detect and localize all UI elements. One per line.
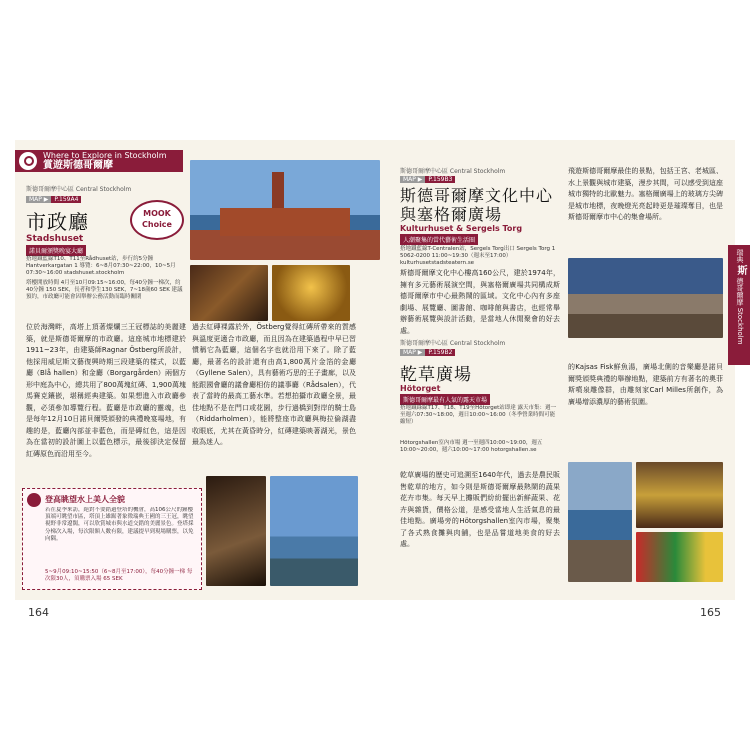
section-header-en: Where to Explore in Stockholm: [43, 151, 167, 160]
entry3-subtitle: 斯德哥爾摩最有人氣的露天市場: [400, 394, 490, 405]
entry1-map: [26, 196, 81, 205]
tower-view-photo: [270, 476, 358, 586]
side-tab-char: 斯: [735, 265, 746, 276]
box-text: 若在夏季來訪，絕對不要錯過登塔的機會，高106公尺的鐘樓頂端可眺望市區，塔頂上雄踞著象徵瑞典王國的三王冠，眺望視野非常遼闊，可以欣賞城市與水道交錯的美麗景色。登塔採分梯次入場，每次限額人數有限，建議提早到現場購票，以免向隅。: [45, 507, 194, 542]
map-page: P.159B3: [425, 176, 455, 183]
entry3-info: 搭地鐵綠線T17、T18、T19至Hötorget站即達 露天市集：週一至週六07:30~18:00，週日10:00~16:00（冬季營業時間可能縮短）: [400, 405, 557, 426]
entry2-map: [400, 176, 455, 185]
mook-choice-badge: MOOK Choice: [130, 200, 184, 240]
entry1-roman-title: Stadshuset: [26, 234, 84, 244]
entry2-body: 斯德哥爾摩文化中心樓高160公尺，建於1974年，擁有多元藝術展演空間，與塞格爾廣場共同構成斯德哥爾摩市中心最熱鬧的區域。文化中心內有多座劇場、展覽廳、圖書館、咖啡館與書店，也經常舉辦藝術展覽與設計活動，是當地人休閒聚會的好去處。: [400, 269, 560, 334]
entry3-body-continued: 的Kajsas Fisk鮮魚湯，廣場北側的音樂廳是諾貝爾獎頒獎典禮的舉辦地點，建築前方有著名的奧菲斯噴泉雕像群，由雕刻家Carl Milles所創作，為廣場增添濃厚的藝術氛圍。: [568, 363, 723, 406]
market-hall-photo: [636, 462, 723, 528]
entry2-kicker: 斯德哥爾摩中心區 Central Stockholm: [400, 168, 506, 175]
entry1-body-right: 過去紅磚裸露於外，Östberg覺得紅磚所帶來的質感與溫度更適合市政廳，而且因為在建築過程中早已習慣稱它為藍廳，這個名字也就沿用下來了。除了藍廳，最著名的設計還有由高1,800萬片金箔的金廳（Gyllene Salen），具有藝術巧思的王子畫廊，以及能跟國會廳的議會廳相仿的議事廳（Rådsalen），代表了當時的最高工藝水準。若想拍攝市政廳全景，最佳地點不是在門口或花園，步行過橋到對岸的騎士島（Riddarholmen），能將整座市政廳與梅拉倫湖盡收眼底，尤其在黃昏時分，紅磚建築映著湖光，景色最為迷人。: [192, 323, 356, 446]
map-page: P.159B2: [425, 349, 455, 356]
city-hall-photo: [190, 160, 380, 260]
entry2-info: 搭地鐵藍線T-Centralen站，Sergels Torg出口 Sergels Torg 1 5062-0200 11:00~19:30（週末至17:00） kulturhusetstadsteatern.se: [400, 246, 556, 267]
pin-icon: [19, 152, 37, 170]
tower-tip-box: [22, 488, 202, 590]
concert-hall-photo: [568, 462, 632, 582]
map-label: MAP ▶: [26, 196, 51, 203]
entry1-body-left: 位於海灣畔，高塔上頂著燦爛三王冠標誌的美麗建築，就是斯德哥爾摩的市政廳。這座城市地標建於1911~23年，由建築師Ragnar Östberg所設計，他採用威尼斯文藝復興時期三段建築的樣式，以藍廳（Blå hallen）和金廳（Borgargården）兩個方形中庭為中心，總共用了800萬塊紅磚、1,900萬塊馬賽克鑲嵌，堪稱經典建築。如果想進入市政廳參觀，必須參加導覽行程。藍廳是市政廳的靈魂，也是每年12月10日諾貝爾獎頒發的典禮晚宴場地，有趣的是，藍廳內部並非藍色，而是磚紅色，這是因為在當初的設計圖上以藍色標示，最後卻決定保留紅磚原色而沿用至今。: [26, 323, 186, 458]
page-number-right: 165: [700, 606, 721, 619]
side-tab-city: 德哥爾摩 Stockholm: [736, 277, 744, 345]
section-header: [15, 150, 183, 172]
entry3-roman-title: Hötorget: [400, 384, 441, 393]
entry2-title: 斯德哥爾摩文化中心與塞格爾廣場: [400, 186, 554, 224]
fruit-stall-photo: [636, 532, 723, 582]
section-header-zh: 賞遊斯德哥爾摩: [43, 160, 113, 171]
box-info: 5~9月09:10~15:50（6~8月至17:00），每40分鐘一梯 每次限30人，須購票入場 65 SEK: [45, 569, 193, 583]
sun-icon: [27, 493, 41, 507]
blue-hall-photo: [190, 265, 268, 321]
page-number-left: 164: [28, 606, 49, 619]
side-tab-country: 瑞典: [736, 249, 744, 263]
box-title: 登高眺望水上美人全貌: [45, 495, 125, 504]
map-page: P.159A4: [51, 196, 81, 203]
entry2-subtitle: 人潮聚集的當代藝術生活圈: [400, 234, 478, 245]
entry1-info: 搭地鐵藍線T10、T11至Rådhuset站，步行約5分鐘 Hantverkargatan 1 導覽：6~8月07:30~22:00，10~5月07:30~16:00 stadshuset.stockholm: [26, 256, 176, 277]
entry3-map: [400, 349, 455, 358]
entry2-roman-title: Kulturhuset & Sergels Torg: [400, 224, 523, 233]
entry3-title: 乾草廣場: [400, 365, 472, 385]
tower-stairs-photo: [206, 476, 266, 586]
map-label: MAP ▶: [400, 176, 425, 183]
entry1-kicker: 斯德哥爾摩中心區 Central Stockholm: [26, 186, 132, 193]
entry1-subtitle: 諾貝爾頒獎晚宴大廳: [26, 245, 86, 256]
golden-hall-photo: [272, 265, 350, 321]
sergels-torg-photo: [568, 258, 723, 338]
side-tab: [728, 245, 750, 365]
entry3-kicker: 斯德哥爾摩中心區 Central Stockholm: [400, 340, 506, 347]
map-label: MAP ▶: [400, 349, 425, 356]
entry3-info-hall: Hötorgshallen室內市場 週一至週四10:00~19:00，週五10:00~20:00，週六10:00~17:00 hotorgshallen.se: [400, 440, 543, 454]
top-right-body: 飛遊斯德哥爾摩最佳的景點，包括王宮、老城區、水上景觀與城市建築，漫步其間，可以感受到這座城市獨特的北歐魅力。塞格爾廣場上的玻璃方尖碑是城市地標，夜晚燈光亮起時更是璀璨奪目，也是斯德哥爾摩市中心的集會場所。: [568, 167, 723, 221]
entry3-body: 乾草廣場的歷史可追溯至1640年代，過去是農民販售乾草的地方，如今則是斯德哥爾摩最熱鬧的蔬果花卉市集。每天早上攤販們紛紛擺出新鮮蔬果、花卉與雜貨，價格公道，是感受當地人生活氣息的最佳地點。廣場旁的Hötorgshallen室內市場，聚集了各式熟食攤與肉舖，也是品嘗道地美食的好去處。: [400, 471, 560, 548]
entry1-info-tower: 塔樓開放時間 4月至10月09:15~16:00，每40分鐘一梯次，約40分鐘 150 SEK，長者和學生130 SEK，7~18歲60 SEK 建議預約，市政廳可能會因舉辦公務活動而臨時關閉: [26, 280, 183, 301]
entry1-title: 市政廳: [26, 210, 89, 234]
